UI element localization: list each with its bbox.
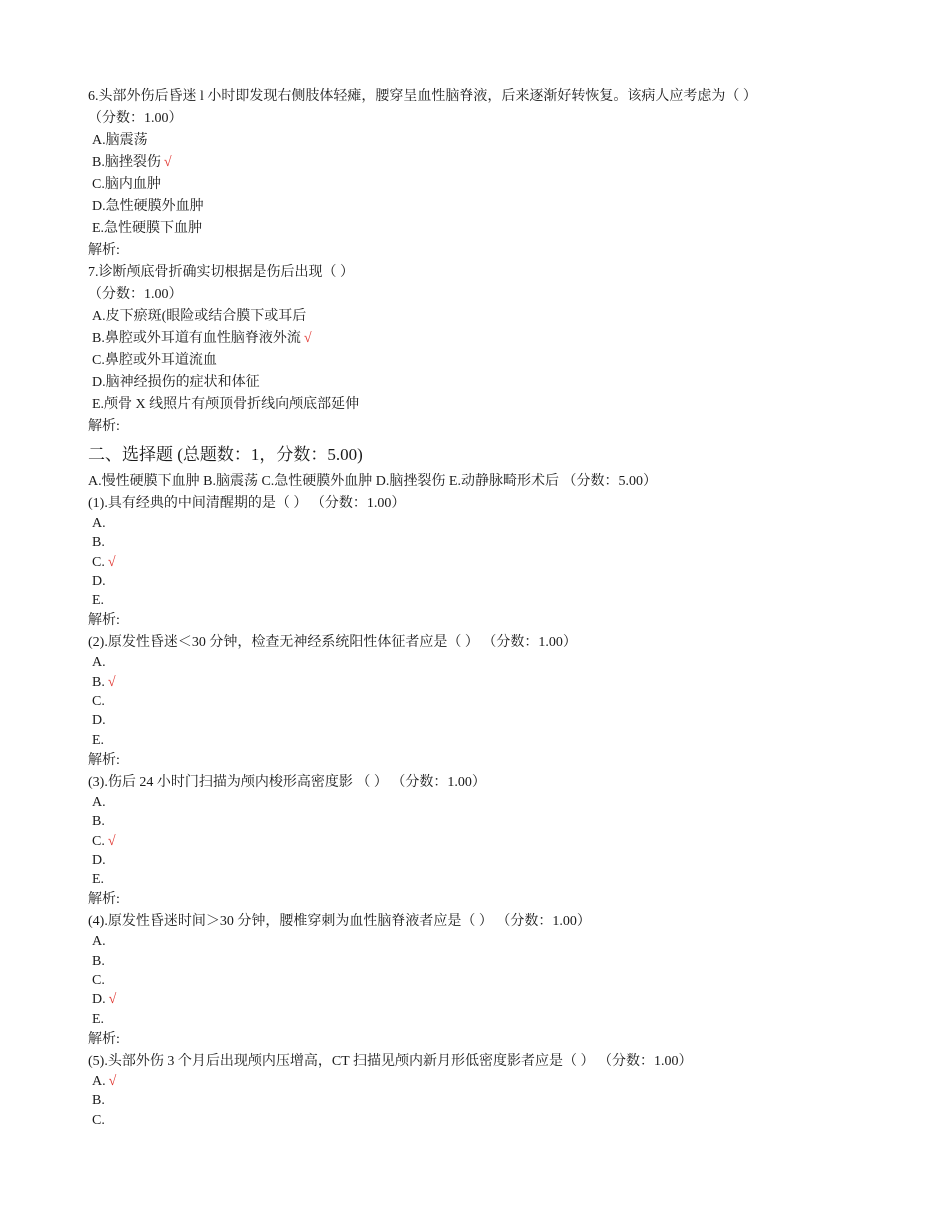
option-label: A. — [92, 1073, 106, 1089]
option-label: B. — [92, 1093, 105, 1109]
option-e — [88, 394, 908, 416]
option-label: A. — [92, 934, 106, 950]
check-mark-icon: √ — [108, 992, 117, 1008]
option-b — [88, 812, 908, 831]
option-label: B. — [92, 674, 105, 690]
option-label: A.脑震荡 — [92, 133, 148, 148]
option-label: A. — [92, 655, 106, 671]
option-c — [88, 174, 908, 196]
option-label: C.鼻腔或外耳道流血 — [92, 353, 217, 368]
option-a — [88, 306, 908, 328]
check-mark-icon: √ — [303, 331, 312, 346]
option-label: E.急性硬膜下血肿 — [92, 221, 203, 236]
option-label: C. — [92, 694, 105, 710]
check-mark-icon: √ — [107, 833, 116, 849]
option-label: B.脑挫裂伤 — [92, 155, 161, 170]
option-b — [88, 952, 908, 971]
option-label: A. — [92, 794, 106, 810]
option-label: E. — [92, 732, 105, 748]
question-text: (5).头部外伤 3 个月后出现颅内压增高，CT 扫描见颅内新月形低密度影者应是（ ） （分数：1.00） — [88, 1053, 693, 1069]
analysis-label: 解析: — [88, 243, 120, 258]
option-c — [88, 350, 908, 372]
option-b — [88, 152, 908, 174]
subquestion-1 — [88, 493, 908, 632]
question-text: 6.头部外伤后昏迷 l 小时即发现右侧肢体轻瘫，腰穿呈血性脑脊液，后来逐渐好转恢复。该病人应考虑为（ ） — [88, 89, 757, 104]
subquestion-3 — [88, 772, 908, 911]
check-mark-icon: √ — [107, 554, 116, 570]
option-label: E.颅骨 X 线照片有颅顶骨折线向颅底部延伸 — [92, 397, 360, 412]
option-a — [88, 514, 908, 533]
option-label: B. — [92, 535, 105, 551]
question-text: 7.诊断颅底骨折确实切根据是伤后出现（ ） — [88, 265, 354, 280]
option-e — [88, 731, 908, 750]
option-b — [88, 1091, 908, 1110]
option-label: D. — [92, 713, 106, 729]
option-c — [88, 971, 908, 990]
subquestion-2 — [88, 632, 908, 771]
option-d — [88, 572, 908, 591]
question-text: (3).伤后 24 小时门扫描为颅内梭形高密度影 （ ） （分数：1.00） — [88, 774, 486, 790]
option-a — [88, 653, 908, 672]
question-7 — [88, 262, 908, 438]
option-label: B. — [92, 814, 105, 830]
option-d — [88, 711, 908, 730]
option-a — [88, 130, 908, 152]
option-label: D. — [92, 992, 106, 1008]
option-c — [88, 692, 908, 711]
subquestion-5 — [88, 1051, 908, 1130]
option-e — [88, 218, 908, 240]
question-6 — [88, 86, 908, 262]
option-a — [88, 932, 908, 951]
document-body — [88, 86, 908, 1130]
check-mark-icon: √ — [107, 674, 116, 690]
analysis-label: 解析: — [88, 1031, 120, 1047]
option-d — [88, 851, 908, 870]
option-c — [88, 1111, 908, 1130]
option-b — [88, 533, 908, 552]
option-c — [88, 832, 908, 851]
analysis-label: 解析: — [88, 892, 120, 908]
option-a — [88, 1072, 908, 1091]
question-text: (4).原发性昏迷时间＞30 分钟，腰椎穿刺为血性脑脊液者应是（ ） （分数：1.00） — [88, 914, 591, 930]
option-e — [88, 591, 908, 610]
option-label: A.皮下瘀斑(眼险或结合膜下或耳后 — [92, 309, 307, 324]
option-label: D.急性硬膜外血肿 — [92, 199, 204, 214]
analysis-label: 解析: — [88, 613, 120, 629]
option-label: C. — [92, 833, 105, 849]
check-mark-icon: √ — [108, 1073, 117, 1089]
option-label: B.鼻腔或外耳道有血性脑脊液外流 — [92, 331, 301, 346]
question-score: （分数：1.00） — [88, 287, 183, 302]
option-e — [88, 1010, 908, 1029]
option-b — [88, 328, 908, 350]
option-d — [88, 196, 908, 218]
option-label: D. — [92, 852, 106, 868]
option-label: B. — [92, 953, 105, 969]
question-score: （分数：1.00） — [88, 111, 183, 126]
option-label: C. — [92, 1112, 105, 1128]
option-label: C. — [92, 554, 105, 570]
option-label: E. — [92, 1011, 105, 1027]
option-label: C.脑内血肿 — [92, 177, 161, 192]
option-label: D. — [92, 573, 106, 589]
section-heading: 二、选择题 (总题数：1，分数：5.00) — [88, 445, 363, 464]
option-label: E. — [92, 593, 105, 609]
question-text: (1).具有经典的中间清醒期的是（ ） （分数：1.00） — [88, 496, 406, 511]
option-e — [88, 870, 908, 889]
option-label: D.脑神经损伤的症状和体征 — [92, 375, 260, 390]
analysis-label: 解析: — [88, 419, 120, 434]
option-label: A. — [92, 516, 106, 531]
option-d — [88, 990, 908, 1009]
question-text: (2).原发性昏迷＜30 分钟，检查无神经系统阳性体征者应是（ ） （分数：1.00） — [88, 635, 577, 651]
option-label: E. — [92, 872, 105, 888]
option-b — [88, 673, 908, 692]
option-d — [88, 372, 908, 394]
option-label: C. — [92, 973, 105, 989]
check-mark-icon: √ — [163, 155, 172, 170]
option-c — [88, 553, 908, 572]
subquestion-4 — [88, 911, 908, 1050]
option-a — [88, 793, 908, 812]
analysis-label: 解析: — [88, 752, 120, 768]
shared-choices: A.慢性硬膜下血肿 B.脑震荡 C.急性硬膜外血肿 D.脑挫裂伤 E.动静脉畸形术后 （分数：5.00） — [88, 474, 657, 489]
